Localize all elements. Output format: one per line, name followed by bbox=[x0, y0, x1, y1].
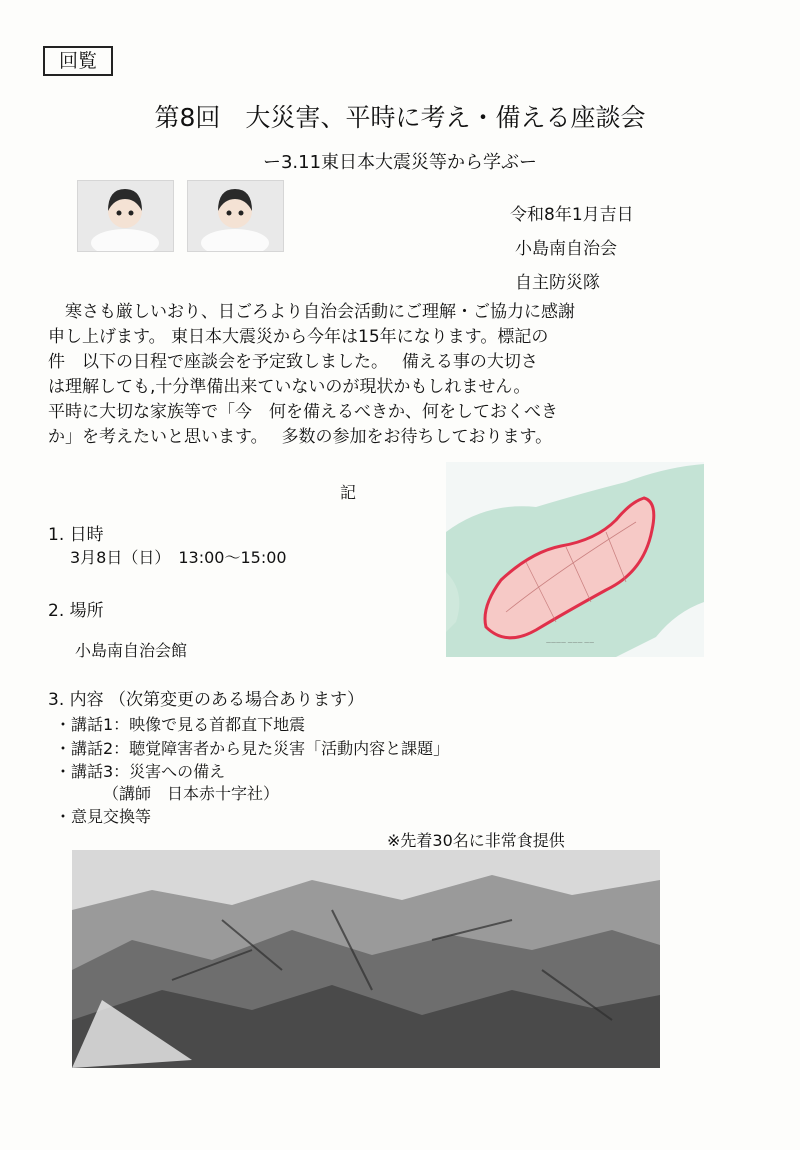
issue-date: 令和8年1月吉日 bbox=[510, 205, 634, 225]
circulation-stamp: 回覧 bbox=[43, 46, 113, 76]
content-item: ・講話1：映像で見る首都直下地震 bbox=[55, 715, 306, 734]
lecturer-note: （講師 日本赤十字社） bbox=[103, 784, 280, 803]
place-heading: 2. 場所 bbox=[48, 601, 104, 621]
content-item: ・講話3：災害への備え bbox=[55, 762, 226, 781]
person-illustration-left bbox=[77, 180, 174, 252]
organizer-association: 小島南自治会 bbox=[515, 239, 617, 259]
page-title: 第8回 大災害、平時に考え・備える座談会 bbox=[154, 103, 646, 132]
content-heading: 3. 内容 （次第変更のある場合あります） bbox=[48, 690, 365, 710]
content-item: ・意見交換等 bbox=[55, 807, 152, 826]
ki-heading: 記 bbox=[340, 483, 357, 502]
intro-line: は理解しても,十分準備出来ていないのが現状かもしれません。 bbox=[48, 377, 531, 397]
intro-line: 申し上げます。 東日本大震災から今年は15年になります。標記の bbox=[48, 327, 549, 347]
intro-line: 寒さも厳しいおり、日ごろより自治会活動にご理解・ご協力に感謝 bbox=[48, 302, 575, 322]
person-illustration-right bbox=[187, 180, 284, 252]
meal-note: ※先着30名に非常食提供 bbox=[387, 831, 565, 850]
earthquake-zone-map bbox=[446, 462, 704, 657]
datetime-value: 3月8日（日） 13:00～15:00 bbox=[70, 548, 287, 567]
organizer-team: 自主防災隊 bbox=[515, 273, 600, 293]
intro-line: 平時に大切な家族等で「今 何を備えるべきか、何をしておくべき bbox=[48, 402, 558, 422]
intro-paragraph bbox=[48, 300, 688, 450]
content-item: ・講話2：聴覚障害者から見た災害「活動内容と課題」 bbox=[55, 739, 450, 758]
svg-text:———— ——— ——: ———— ——— —— bbox=[546, 640, 595, 646]
disaster-photo bbox=[72, 850, 660, 1068]
datetime-heading: 1. 日時 bbox=[48, 525, 104, 545]
place-value: 小島南自治会館 bbox=[75, 641, 188, 660]
intro-line: か」を考えたいと思います。 多数の参加をお待ちしております。 bbox=[48, 427, 553, 447]
page-subtitle: ー3.11東日本大震災等から学ぶー bbox=[262, 152, 538, 173]
intro-line: 件 以下の日程で座談会を予定致しました。 備える事の大切さ bbox=[48, 352, 538, 372]
